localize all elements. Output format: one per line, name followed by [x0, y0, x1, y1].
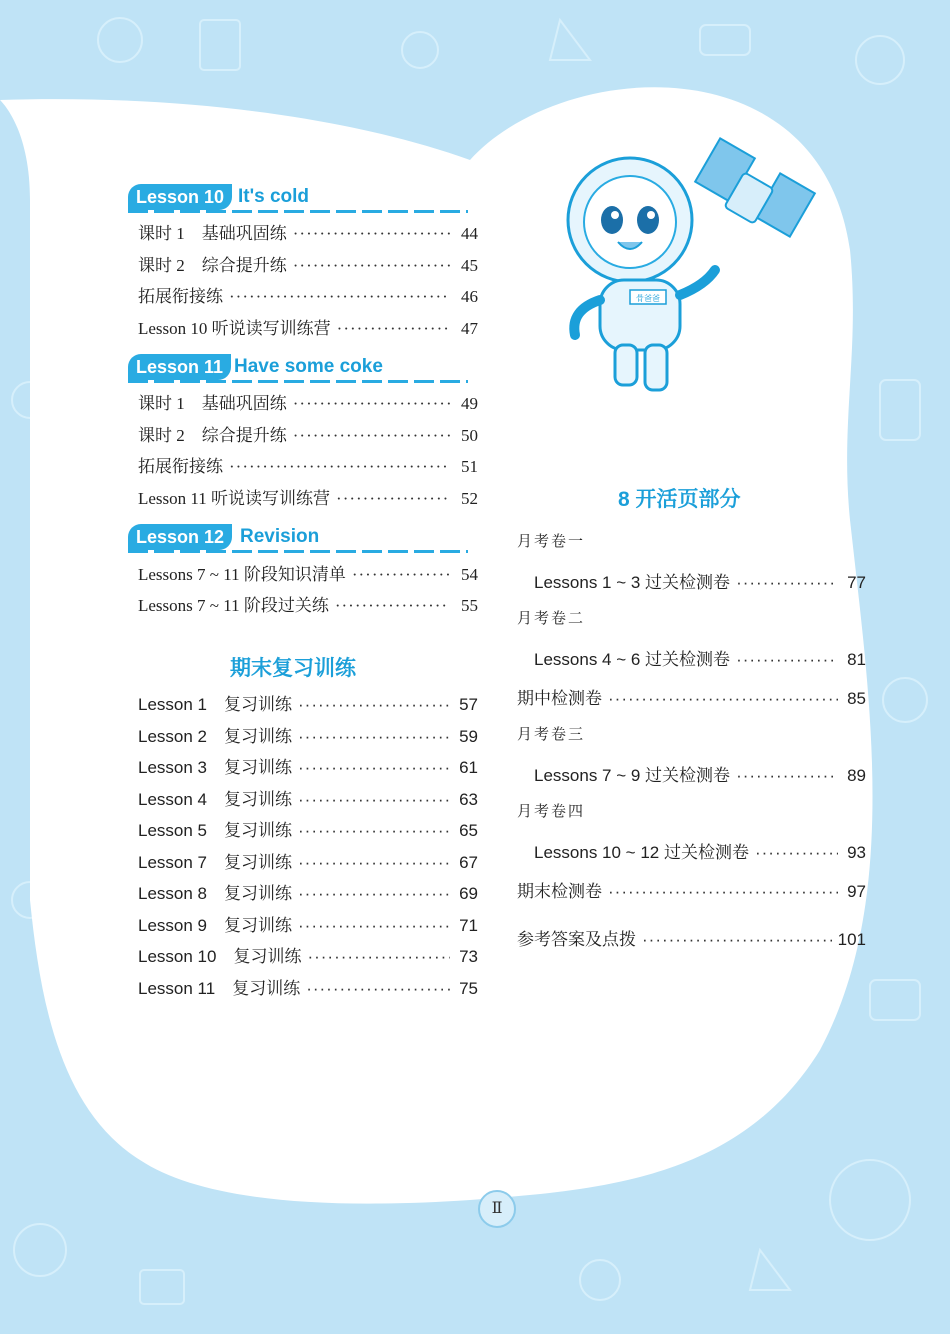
toc-entry[interactable]: Lesson 9 复习训练 ····· 71 [138, 911, 478, 936]
toc-entry[interactable]: 参考答案及点拨 ····· 101 [517, 925, 866, 950]
lesson-tag: Lesson 10 [128, 184, 232, 210]
mascot-badge: 骨爸爸 [636, 294, 660, 303]
toc-entry[interactable]: Lessons 1 ~ 3 过关检测卷 ····· 77 [534, 568, 866, 593]
toc-entry[interactable]: Lesson 11 复习训练 ····· 75 [138, 974, 478, 999]
lesson-title: It's cold [238, 186, 310, 207]
toc-entry[interactable]: Lesson 10 复习训练 ····· 73 [138, 942, 478, 967]
toc-entry[interactable]: Lesson 4 复习训练 ····· 63 [138, 785, 478, 810]
toc-entry[interactable]: Lessons 4 ~ 6 过关检测卷 ····· 81 [534, 645, 866, 670]
toc-entry[interactable]: Lesson 8 复习训练 ····· 69 [138, 879, 478, 904]
lesson-11-header [128, 354, 468, 382]
group-label: 月考卷四 [517, 803, 586, 820]
astronaut-icon [568, 158, 715, 390]
toc-entry[interactable]: 期末检测卷 ····· 97 [517, 877, 866, 902]
toc-entry[interactable]: 拓展衔接练 ····· 51 [138, 452, 478, 477]
satellite-icon [695, 138, 815, 236]
divider [128, 210, 468, 213]
toc-entry[interactable]: Lesson 11 听说读写训练营 ····· 52 [138, 484, 478, 509]
toc-entry[interactable]: Lesson 2 复习训练 ····· 59 [138, 722, 478, 747]
toc-entry[interactable]: 课时 2 综合提升练 ····· 45 [138, 251, 478, 276]
toc-entry[interactable]: 课时 1 基础巩固练 ····· 49 [138, 389, 478, 414]
toc-entry[interactable]: 拓展衔接练 ····· 46 [138, 282, 478, 307]
toc-entry[interactable]: Lesson 7 复习训练 ····· 67 [138, 848, 478, 873]
toc-entry[interactable]: 期中检测卷 ····· 85 [517, 684, 866, 709]
toc-entry[interactable]: Lessons 7 ~ 11 阶段过关练 ····· 55 [138, 591, 478, 616]
divider [128, 550, 468, 553]
lesson-title: Have some coke [234, 356, 383, 377]
toc-entry[interactable]: Lesson 5 复习训练 ····· 65 [138, 816, 478, 841]
page-number: Ⅱ [478, 1190, 516, 1228]
toc-entry[interactable]: Lesson 10 听说读写训练营 ····· 47 [138, 314, 478, 339]
group-label: 月考卷二 [517, 610, 586, 627]
group-label: 月考卷一 [517, 533, 586, 550]
toc-entry[interactable]: Lessons 10 ~ 12 过关检测卷 ····· 93 [534, 838, 866, 863]
toc-entry[interactable]: Lessons 7 ~ 11 阶段知识清单 ····· 54 [138, 560, 478, 585]
divider [128, 380, 468, 383]
toc-entry[interactable]: 课时 1 基础巩固练 ····· 44 [138, 219, 478, 244]
toc-entry[interactable]: 课时 2 综合提升练 ····· 50 [138, 421, 478, 446]
toc-entry[interactable]: Lesson 3 复习训练 ····· 61 [138, 753, 478, 778]
lesson-title: Revision [240, 526, 320, 547]
lesson-10-header [128, 184, 468, 212]
astronaut-mascot-illustration [560, 130, 820, 410]
toc-entry[interactable]: Lesson 1 复习训练 ····· 57 [138, 690, 478, 715]
review-section-title: 期末复习训练 [230, 657, 356, 680]
lesson-12-header [128, 524, 468, 552]
lesson-tag: Lesson 11 [128, 354, 231, 380]
lesson-tag: Lesson 12 [128, 524, 232, 550]
loose-leaf-section-title: 8 开活页部分 [618, 488, 741, 511]
group-label: 月考卷三 [517, 726, 586, 743]
toc-entry[interactable]: Lessons 7 ~ 9 过关检测卷 ····· 89 [534, 761, 866, 786]
